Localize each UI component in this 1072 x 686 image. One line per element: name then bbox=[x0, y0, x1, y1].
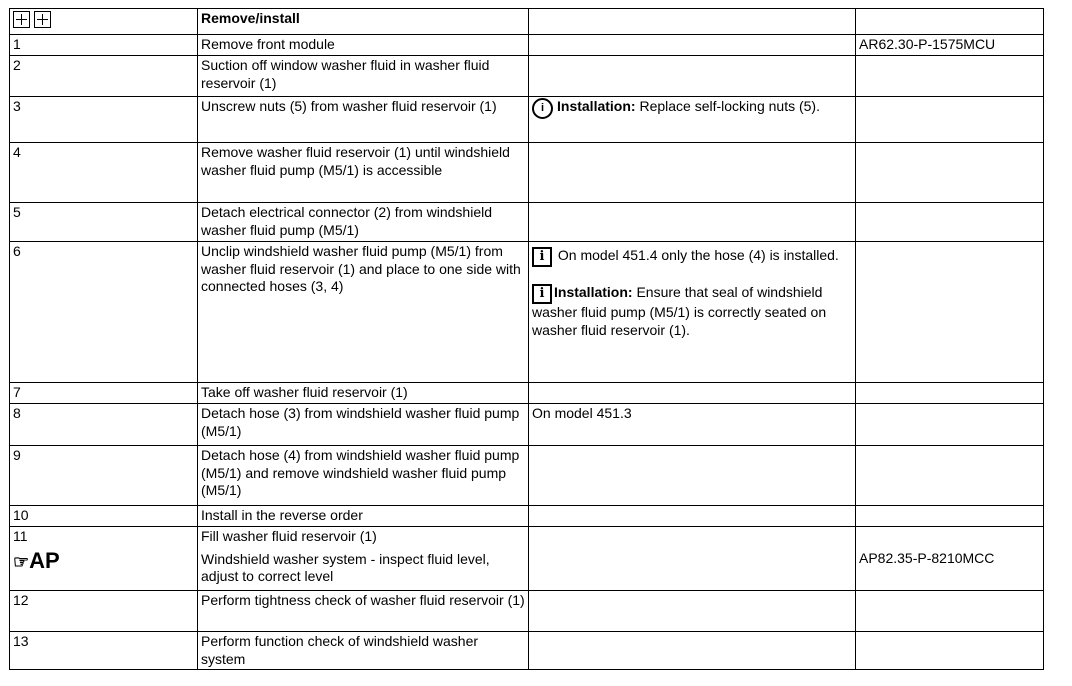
table-row: 3 Unscrew nuts (5) from washer fluid reservoir (1) i Installation: Replace self-locking nuts (5). bbox=[10, 97, 1044, 143]
table-row: 8 Detach hose (3) from windshield washer fluid pump (M5/1) On model 451.3 bbox=[10, 404, 1044, 446]
header-action: Remove/install bbox=[198, 9, 529, 35]
table-row: 2 Suction off window washer fluid in washer fluid reservoir (1) bbox=[10, 56, 1044, 97]
expand-icon[interactable] bbox=[13, 11, 30, 28]
table-header-row bbox=[10, 9, 1044, 35]
table-row: 10 Install in the reverse order bbox=[10, 506, 1044, 527]
installation-icon: i bbox=[532, 98, 553, 119]
ref-link[interactable]: AR62.30-P-1575MCU bbox=[856, 35, 1044, 56]
table-row: 4 Remove washer fluid reservoir (1) until windshield washer fluid pump (M5/1) is accessible bbox=[10, 143, 1044, 203]
info-icon: i bbox=[532, 284, 552, 304]
table-row: 5 Detach electrical connector (2) from windshield washer fluid pump (M5/1) bbox=[10, 203, 1044, 242]
hand-pointer-icon: ☞ bbox=[13, 551, 30, 572]
ref-link[interactable]: AP82.35-P-8210MCC bbox=[856, 527, 1044, 591]
table-row: 11 ☞AP Fill washer fluid reservoir (1) Windshield washer system - inspect fluid level, adjust to correct level AP82.35-P-8210MCC bbox=[10, 527, 1044, 591]
table-row: 13 Perform function check of windshield washer system bbox=[10, 632, 1044, 670]
table-row: 7 Take off washer fluid reservoir (1) bbox=[10, 383, 1044, 404]
table-row: 12 Perform tightness check of washer fluid reservoir (1) bbox=[10, 591, 1044, 632]
table-row: 1 Remove front module AR62.30-P-1575MCU bbox=[10, 35, 1044, 56]
table-row: 9 Detach hose (4) from windshield washer fluid pump (M5/1) and remove windshield washer fluid pump (M5/1) bbox=[10, 446, 1044, 506]
collapse-icon[interactable] bbox=[34, 11, 51, 28]
ap-reference-marker: ☞AP bbox=[13, 547, 60, 573]
table-row: 6 Unclip windshield washer fluid pump (M5/1) from washer fluid reservoir (1) and place to one side with connected hoses (3, 4) i On model 451.4 only the hose (4) is installed. i Installation: Ensure that seal of windshield washer fluid pump (M5/1) is correctly seated on washer fluid reservoir (1). bbox=[10, 242, 1044, 383]
procedure-table bbox=[9, 8, 1044, 670]
info-icon: i bbox=[532, 247, 552, 267]
